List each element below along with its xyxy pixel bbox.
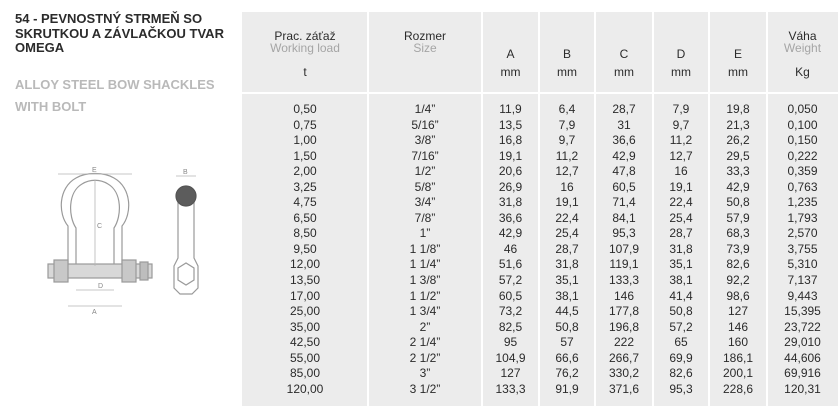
table-cell: 82,6 [726, 257, 750, 272]
header-cz: Rozmer [403, 29, 446, 43]
table-cell: 28,7 [612, 102, 636, 116]
table-cell: 60,5 [498, 288, 523, 303]
table-cell: 73,9 [726, 241, 750, 256]
label-c: C [97, 223, 103, 230]
table-cell: 35,1 [669, 257, 693, 272]
header-en: A [506, 47, 515, 61]
table-column [595, 102, 653, 397]
table-cell: 41,4 [669, 288, 693, 303]
column-header-6 [709, 12, 767, 90]
table-cell: 50,8 [555, 319, 579, 334]
table-cell: 35,1 [555, 273, 579, 288]
table-cell: 66,6 [555, 350, 579, 365]
table-cell: 28,7 [669, 226, 693, 241]
column-header-7 [767, 12, 838, 90]
header-en: B [562, 47, 571, 61]
table-cell: 13,5 [498, 117, 523, 132]
column-header-2 [482, 12, 539, 90]
header-en: D [676, 47, 686, 61]
table-cell: 60,5 [612, 179, 636, 194]
table-cell: 12,7 [555, 164, 579, 179]
table-cell: 38,1 [669, 273, 693, 288]
header-en: E [733, 47, 742, 61]
table-cell: 17,00 [289, 288, 321, 303]
table-cell: 73,2 [498, 304, 523, 319]
table-cell: 7,9 [672, 102, 690, 116]
table-cell: 57,9 [726, 210, 750, 225]
table-cell: 13,50 [289, 273, 321, 288]
header-unit: mm [671, 65, 691, 79]
table-cell: 2 1/2” [409, 350, 441, 365]
table-cell: 3/4” [414, 195, 436, 210]
table-cell: 95 [503, 335, 518, 350]
table-cell: 3/8” [414, 133, 436, 148]
table-cell: 0,50 [293, 102, 317, 116]
table-cell: 68,3 [726, 226, 750, 241]
table-cell: 127 [500, 366, 521, 381]
table-cell: 22,4 [555, 210, 579, 225]
title-english: ALLOY STEEL BOW SHACKLES WITH BOLT [15, 77, 215, 114]
header-en: Weight [783, 41, 822, 55]
table-cell: 19,8 [726, 102, 750, 116]
table-cell: 266,7 [608, 350, 640, 365]
table-cell: 23,722 [784, 319, 821, 334]
table-cell: 57,2 [498, 273, 523, 288]
table-cell: 84,1 [612, 210, 636, 225]
table-cell: 44,606 [784, 350, 821, 365]
table-cell: 222 [613, 335, 635, 350]
table-cell: 0,359 [787, 164, 818, 179]
header-cz: Prac. záťaž [274, 29, 336, 43]
table-cell: 6,4 [558, 102, 576, 116]
header-unit: t [303, 65, 307, 79]
table-cell: 19,1 [669, 179, 693, 194]
table-column [767, 102, 838, 397]
table-cell: 31,8 [555, 257, 579, 272]
table-cell: 95,3 [612, 226, 636, 241]
table-cell: 120,31 [784, 381, 821, 396]
header-en: C [619, 47, 629, 61]
table-cell: 7/8” [414, 210, 436, 225]
table-cell: 65 [674, 335, 688, 350]
table-cell: 133,3 [608, 273, 640, 288]
table-cell: 330,2 [608, 366, 640, 381]
table-cell: 4,75 [293, 195, 317, 210]
table-cell: 371,6 [608, 381, 640, 396]
table-cell: 7/16” [411, 148, 439, 163]
table-cell: 1” [419, 226, 431, 241]
table-cell: 107,9 [608, 241, 640, 256]
table-cell: 6,50 [293, 210, 317, 225]
table-cell: 71,4 [612, 195, 636, 210]
table-cell: 127 [727, 304, 749, 319]
table-cell: 16 [674, 164, 688, 179]
table-cell: 0,75 [293, 117, 317, 132]
table-cell: 95,3 [669, 381, 693, 396]
header-rule [242, 92, 838, 94]
shackle-drawing [28, 166, 218, 316]
header-en: Working load [270, 41, 340, 55]
table-cell: 26,2 [726, 133, 750, 148]
table-cell: 82,5 [498, 319, 523, 334]
table-cell: 186,1 [722, 350, 754, 365]
column-header-4 [595, 12, 653, 90]
table-cell: 1 3/8” [409, 273, 441, 288]
header-unit: mm [500, 65, 521, 79]
header-cz: Váha [788, 29, 817, 43]
table-cell: 16 [560, 179, 574, 194]
table-cell: 38,1 [555, 288, 579, 303]
table-cell: 44,5 [555, 304, 579, 319]
table-cell: 31,8 [498, 195, 523, 210]
table-cell: 19,1 [498, 148, 523, 163]
table-cell: 146 [727, 319, 749, 334]
table-cell: 33,3 [726, 164, 750, 179]
table-cell: 9,7 [672, 117, 690, 132]
table-cell: 1 1/4” [409, 257, 441, 272]
table-cell: 0,222 [787, 148, 818, 163]
header-unit: Kg [795, 65, 810, 79]
table-cell: 12,7 [669, 148, 693, 163]
table-cell: 7,9 [558, 117, 576, 132]
table-cell: 42,50 [289, 335, 321, 350]
table-cell: 25,00 [289, 304, 321, 319]
table-cell: 1/4” [414, 102, 436, 116]
table-cell: 2,570 [787, 226, 818, 241]
table-cell: 57 [560, 335, 574, 350]
column-header-5 [653, 12, 709, 90]
label-b: B [183, 169, 188, 176]
specification-table [242, 12, 838, 406]
table-cell: 51,6 [498, 257, 523, 272]
table-cell: 5/16” [411, 117, 439, 132]
title-czech: 54 - PEVNOSTNÝ STRMEŇ SO SKRUTKOU A ZÁVLAČKOU TVAR OMEGA [15, 11, 224, 55]
table-cell: 50,8 [726, 195, 750, 210]
table-cell: 25,4 [555, 226, 579, 241]
label-a: A [92, 309, 97, 316]
table-cell: 5/8” [414, 179, 436, 194]
table-cell: 47,8 [612, 164, 636, 179]
table-cell: 26,9 [498, 179, 523, 194]
column-header-1 [368, 12, 482, 90]
table-cell: 91,9 [555, 381, 579, 396]
table-cell: 120,00 [286, 381, 324, 396]
table-cell: 160 [727, 335, 749, 350]
table-cell: 11,2 [555, 148, 579, 163]
table-cell: 57,2 [669, 319, 693, 334]
table-cell: 20,6 [498, 164, 523, 179]
table-cell: 15,395 [784, 304, 821, 319]
table-column [482, 102, 539, 397]
label-d: D [98, 283, 104, 290]
table-cell: 28,7 [555, 241, 579, 256]
table-cell: 2,00 [293, 164, 317, 179]
table-cell: 3 1/2” [409, 381, 441, 396]
table-cell: 16,8 [498, 133, 523, 148]
table-cell: 2” [419, 319, 431, 334]
table-cell: 12,00 [289, 257, 321, 272]
column-header-3 [539, 12, 595, 90]
table-cell: 3,755 [787, 241, 818, 256]
table-cell: 3,25 [293, 179, 317, 194]
table-cell: 92,2 [726, 273, 750, 288]
table-cell: 1 1/2” [409, 288, 441, 303]
table-cell: 0,150 [787, 133, 818, 148]
table-cell: 5,310 [787, 257, 818, 272]
table-cell: 9,7 [558, 133, 576, 148]
table-cell: 146 [613, 288, 635, 303]
table-column [242, 102, 368, 397]
table-cell: 36,6 [612, 133, 636, 148]
table-cell: 29,010 [784, 335, 821, 350]
table-cell: 0,050 [787, 102, 818, 116]
table-cell: 9,443 [787, 288, 818, 303]
column-header-0 [242, 12, 368, 90]
table-cell: 3” [419, 366, 431, 381]
header-unit: mm [614, 65, 634, 79]
table-cell: 1 3/4” [409, 304, 441, 319]
table-cell: 1,00 [293, 133, 317, 148]
label-e: E [92, 167, 97, 174]
table-cell: 85,00 [289, 366, 321, 381]
table-cell: 69,9 [669, 350, 693, 365]
table-cell: 29,5 [726, 148, 750, 163]
table-cell: 177,8 [608, 304, 640, 319]
table-cell: 55,00 [289, 350, 321, 365]
table-column [653, 102, 709, 397]
table-column [539, 102, 595, 397]
table-cell: 7,137 [787, 273, 818, 288]
table-cell: 1,793 [787, 210, 818, 225]
header-unit: mm [728, 65, 748, 79]
header-en: Size [413, 41, 437, 55]
table-cell: 1 1/8” [409, 241, 441, 256]
table-column [709, 102, 767, 397]
table-cell: 104,9 [495, 350, 526, 365]
table-cell: 19,1 [555, 195, 579, 210]
table-column [368, 102, 482, 397]
table-cell: 1/2” [414, 164, 436, 179]
table-cell: 76,2 [555, 366, 579, 381]
table-cell: 25,4 [669, 210, 693, 225]
table-cell: 0,100 [787, 117, 818, 132]
table-cell: 35,00 [289, 319, 321, 334]
table-cell: 133,3 [495, 381, 526, 396]
table-cell: 200,1 [722, 366, 754, 381]
table-cell: 8,50 [293, 226, 317, 241]
table-cell: 98,6 [726, 288, 750, 303]
table-cell: 21,3 [726, 117, 750, 132]
table-cell: 119,1 [609, 257, 639, 272]
table-cell: 31,8 [669, 241, 693, 256]
table-cell: 42,9 [612, 148, 636, 163]
table-cell: 22,4 [669, 195, 693, 210]
table-cell: 42,9 [498, 226, 523, 241]
table-cell: 2 1/4” [409, 335, 441, 350]
table-cell: 31 [617, 117, 631, 132]
table-cell: 196,8 [608, 319, 640, 334]
header-unit: mm [557, 65, 577, 79]
table-cell: 36,6 [498, 210, 523, 225]
table-cell: 69,916 [784, 366, 821, 381]
table-cell: 0,763 [787, 179, 818, 194]
table-cell: 11,9 [499, 102, 522, 116]
table-cell: 82,6 [669, 366, 693, 381]
table-cell: 42,9 [726, 179, 750, 194]
table-cell: 1,50 [293, 148, 317, 163]
table-cell: 50,8 [669, 304, 693, 319]
table-cell: 1,235 [787, 195, 818, 210]
table-cell: 9,50 [293, 241, 317, 256]
table-cell: 11,2 [669, 133, 693, 148]
table-cell: 228,6 [722, 381, 754, 396]
table-cell: 46 [503, 241, 518, 256]
